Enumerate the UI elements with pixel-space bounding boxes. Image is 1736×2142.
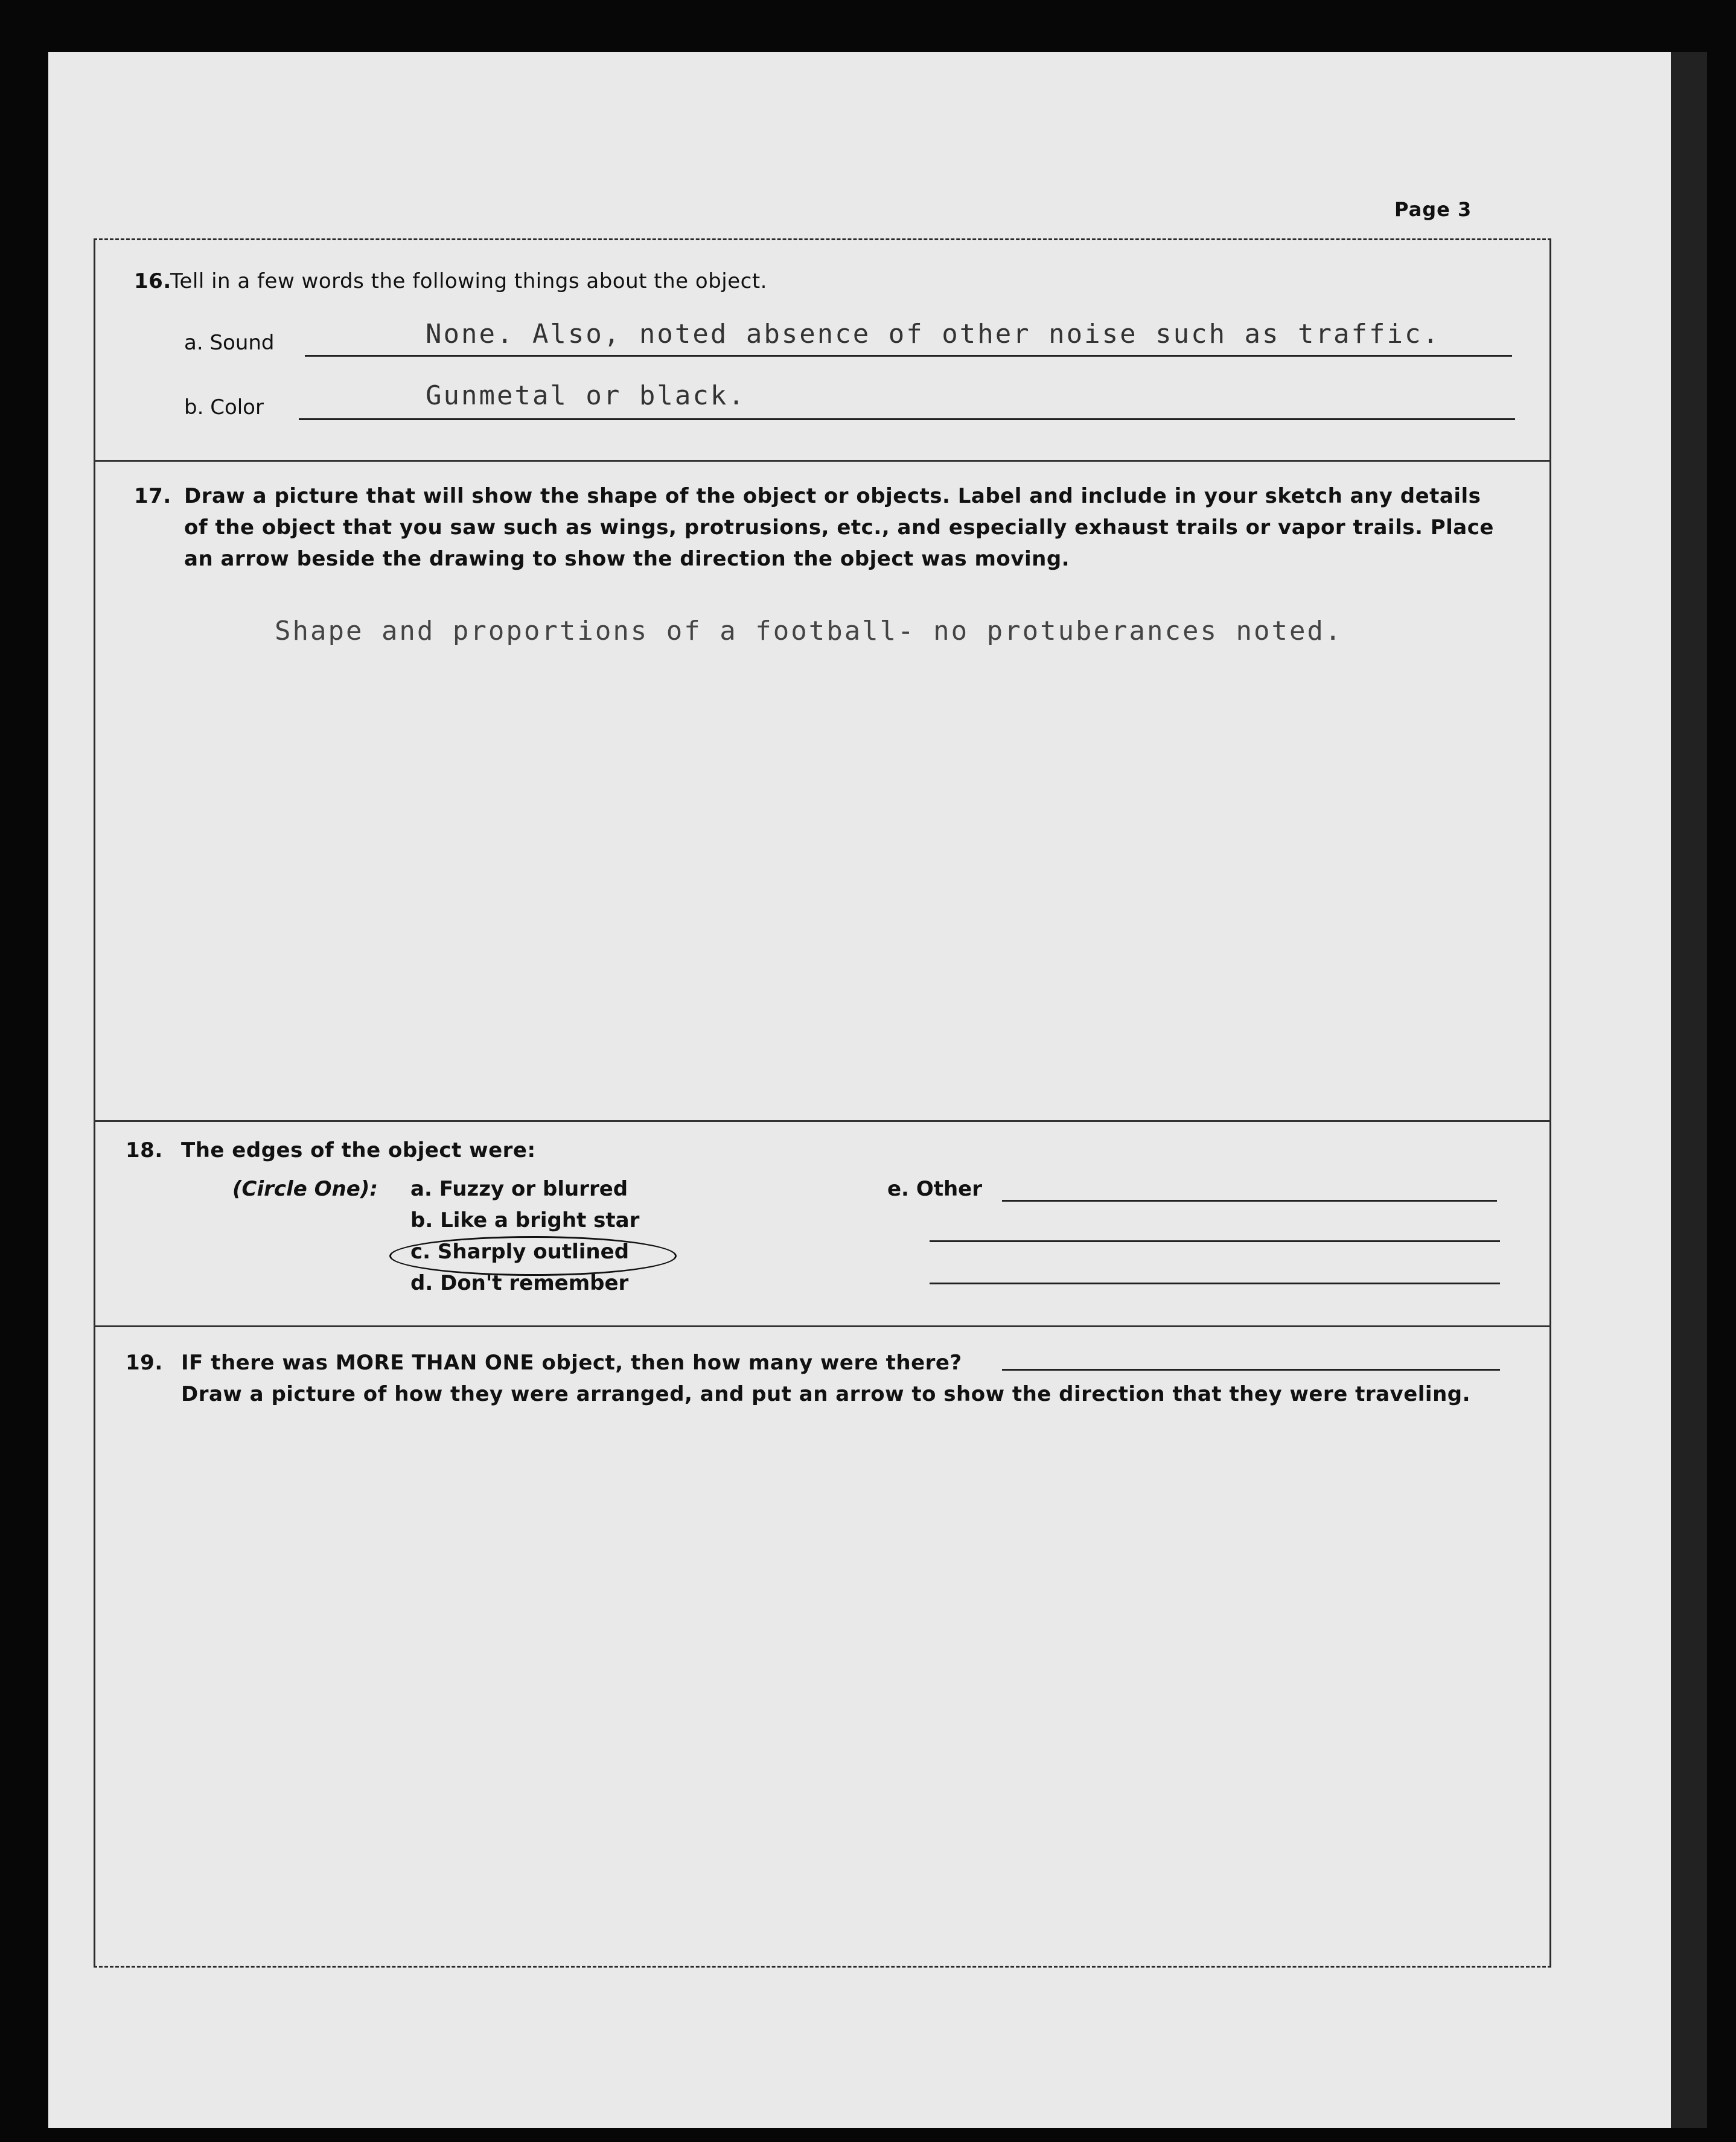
q17-line3: an arrow beside the drawing to show the direction the object was moving.	[184, 547, 1070, 571]
option-b: b. Like a bright star	[410, 1208, 640, 1232]
section-divider	[94, 1120, 1551, 1122]
page-edge	[1671, 52, 1707, 2128]
other-line-3	[930, 1283, 1500, 1284]
option-d: d. Don't remember	[410, 1271, 629, 1295]
other-line-1	[1002, 1200, 1497, 1202]
count-line	[1002, 1369, 1500, 1371]
q18-number: 18.	[126, 1138, 163, 1162]
option-a: a. Fuzzy or blurred	[410, 1177, 628, 1201]
q19-number: 19.	[126, 1351, 163, 1375]
page-number: Page 3	[1394, 198, 1472, 221]
q19-line2: Draw a picture of how they were arranged, and put an arrow to show the direction that they were traveling.	[181, 1382, 1471, 1406]
sound-answer: None. Also, noted absence of other noise such as traffic.	[426, 319, 1440, 349]
color-line	[299, 418, 1515, 420]
q17-line2: of the object that you saw such as wings, protrusions, etc., and especially exhaust trails or vapor trails. Place	[184, 515, 1494, 540]
section-divider	[94, 1325, 1551, 1327]
sound-label: a. Sound	[184, 331, 275, 355]
color-answer: Gunmetal or black.	[426, 380, 746, 411]
color-label: b. Color	[184, 395, 264, 419]
q16-text: Tell in a few words the following things about the object.	[170, 269, 767, 293]
q16-number: 16.	[134, 269, 171, 293]
q19-line1: IF there was MORE THAN ONE object, then how many were there?	[181, 1351, 962, 1375]
circle-one-label: (Circle One):	[232, 1177, 378, 1201]
q17-answer: Shape and proportions of a football- no protuberances noted.	[275, 616, 1343, 646]
q18-text: The edges of the object were:	[181, 1138, 536, 1162]
option-c: c. Sharply outlined	[410, 1240, 630, 1264]
section-divider	[94, 460, 1551, 462]
q17-number: 17.	[134, 484, 171, 508]
sound-line	[305, 355, 1512, 357]
q17-line1: Draw a picture that will show the shape of the object or objects. Label and include in your sketch any details	[184, 484, 1481, 508]
selected-option-circle	[389, 1236, 677, 1276]
other-line-2	[930, 1240, 1500, 1242]
option-e-label: e. Other	[887, 1177, 983, 1201]
